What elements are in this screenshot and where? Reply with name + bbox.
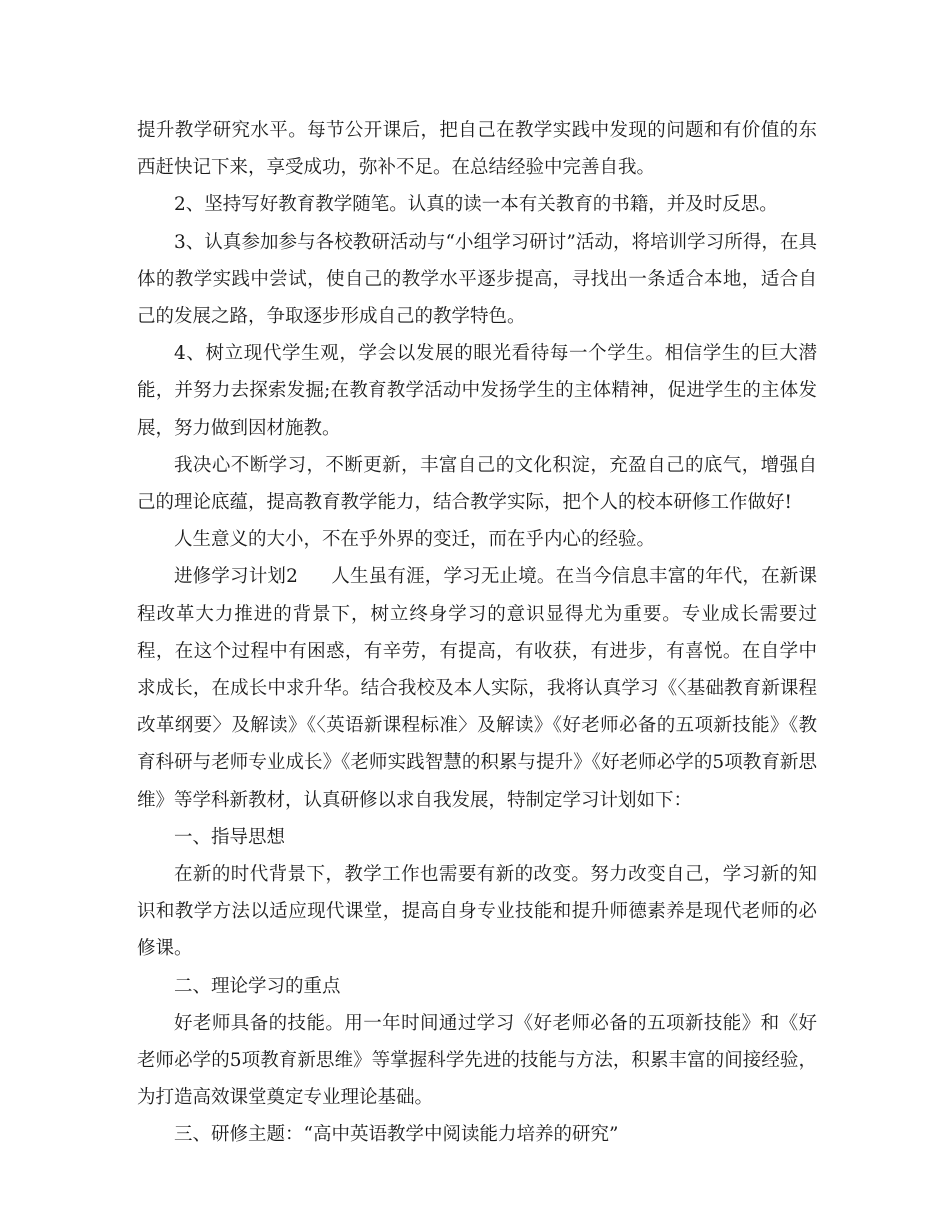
plan2-paragraph (137, 558, 817, 818)
paragraph-item-4: 4、树立现代学生观，学会以发展的眼光看待每一个学生。相信学生的巨大潜能，并努力去探索发掘;在教育教学活动中发扬学生的主体精神，促进学生的主体发展，努力做到因材施教。 (137, 343, 817, 439)
section-title-topic: 三、研修主题：“高中英语教学中阅读能力培养的研究” (174, 1124, 619, 1146)
section-title-guiding: 一、指导思想 (174, 826, 286, 848)
paragraph-quote: 人生意义的大小，不在乎外界的变迁，而在乎内心的经验。 (174, 529, 656, 551)
plan2-intro: 人生虽有涯，学习无止境。在当今信息丰富的年代，在新课程改革大力推进的背景下，树立终身学习的意识显得尤为重要。专业成长需要过程，在这个过程中有困惑，有辛劳，有提高，有收获，有进步，有喜悦。在自学中求成长，在成长中求升华。结合我校及本人实际，我将认真学习《〈基础教育新课程改革纲要〉及解读》《〈英语新课程标准〉及解读》《好老师必备的五项新技能》《教育科研与老师专业成长》《老师实践智慧的积累与提升》《好老师必学的5项教育新思维》等学科新教材，认真研修以求自我发展，特制定学习计划如下： (137, 566, 817, 811)
paragraph-continuation: 提升教学研究水平。每节公开课后，把自己在教学实践中发现的问题和有价值的东西赶快记下来，享受成功，弥补不足。在总结经验中完善自我。 (137, 120, 817, 179)
paragraph-item-3: 3、认真参加参与各校教研活动与“小组学习研讨”活动，将培训学习所得，在具体的教学实践中尝试，使自己的教学水平逐步提高，寻找出一条适合本地，适合自己的发展之路，争取逐步形成自己的教学特色。 (137, 231, 817, 328)
section-title-theory: 二、理论学习的重点 (174, 975, 341, 997)
section-text-theory: 好老师具备的技能。用一年时间通过学习《好老师必备的五项新技能》和《好老师必学的5项教育新思维》等掌握科学先进的技能与方法，积累丰富的间接经验，为打造高效课堂奠定专业理论基础。 (137, 1012, 817, 1109)
section-text-guiding: 在新的时代背景下，教学工作也需要有新的改变。努力改变自己，学习新的知识和教学方法以适应现代课堂，提高自身专业技能和提升师德素养是现代老师的必修课。 (137, 864, 817, 960)
plan2-heading: 进修学习计划2 (174, 566, 298, 588)
paragraph-item-2: 2、坚持写好教育教学随笔。认真的读一本有关教育的书籍，并及时反思。 (174, 194, 778, 216)
paragraph-resolution: 我决心不断学习，不断更新，丰富自己的文化积淀，充盈自己的底气，增强自己的理论底蕴，提高教育教学能力，结合教学实际，把个人的校本研修工作做好! (137, 454, 817, 514)
document-body (137, 112, 817, 1154)
